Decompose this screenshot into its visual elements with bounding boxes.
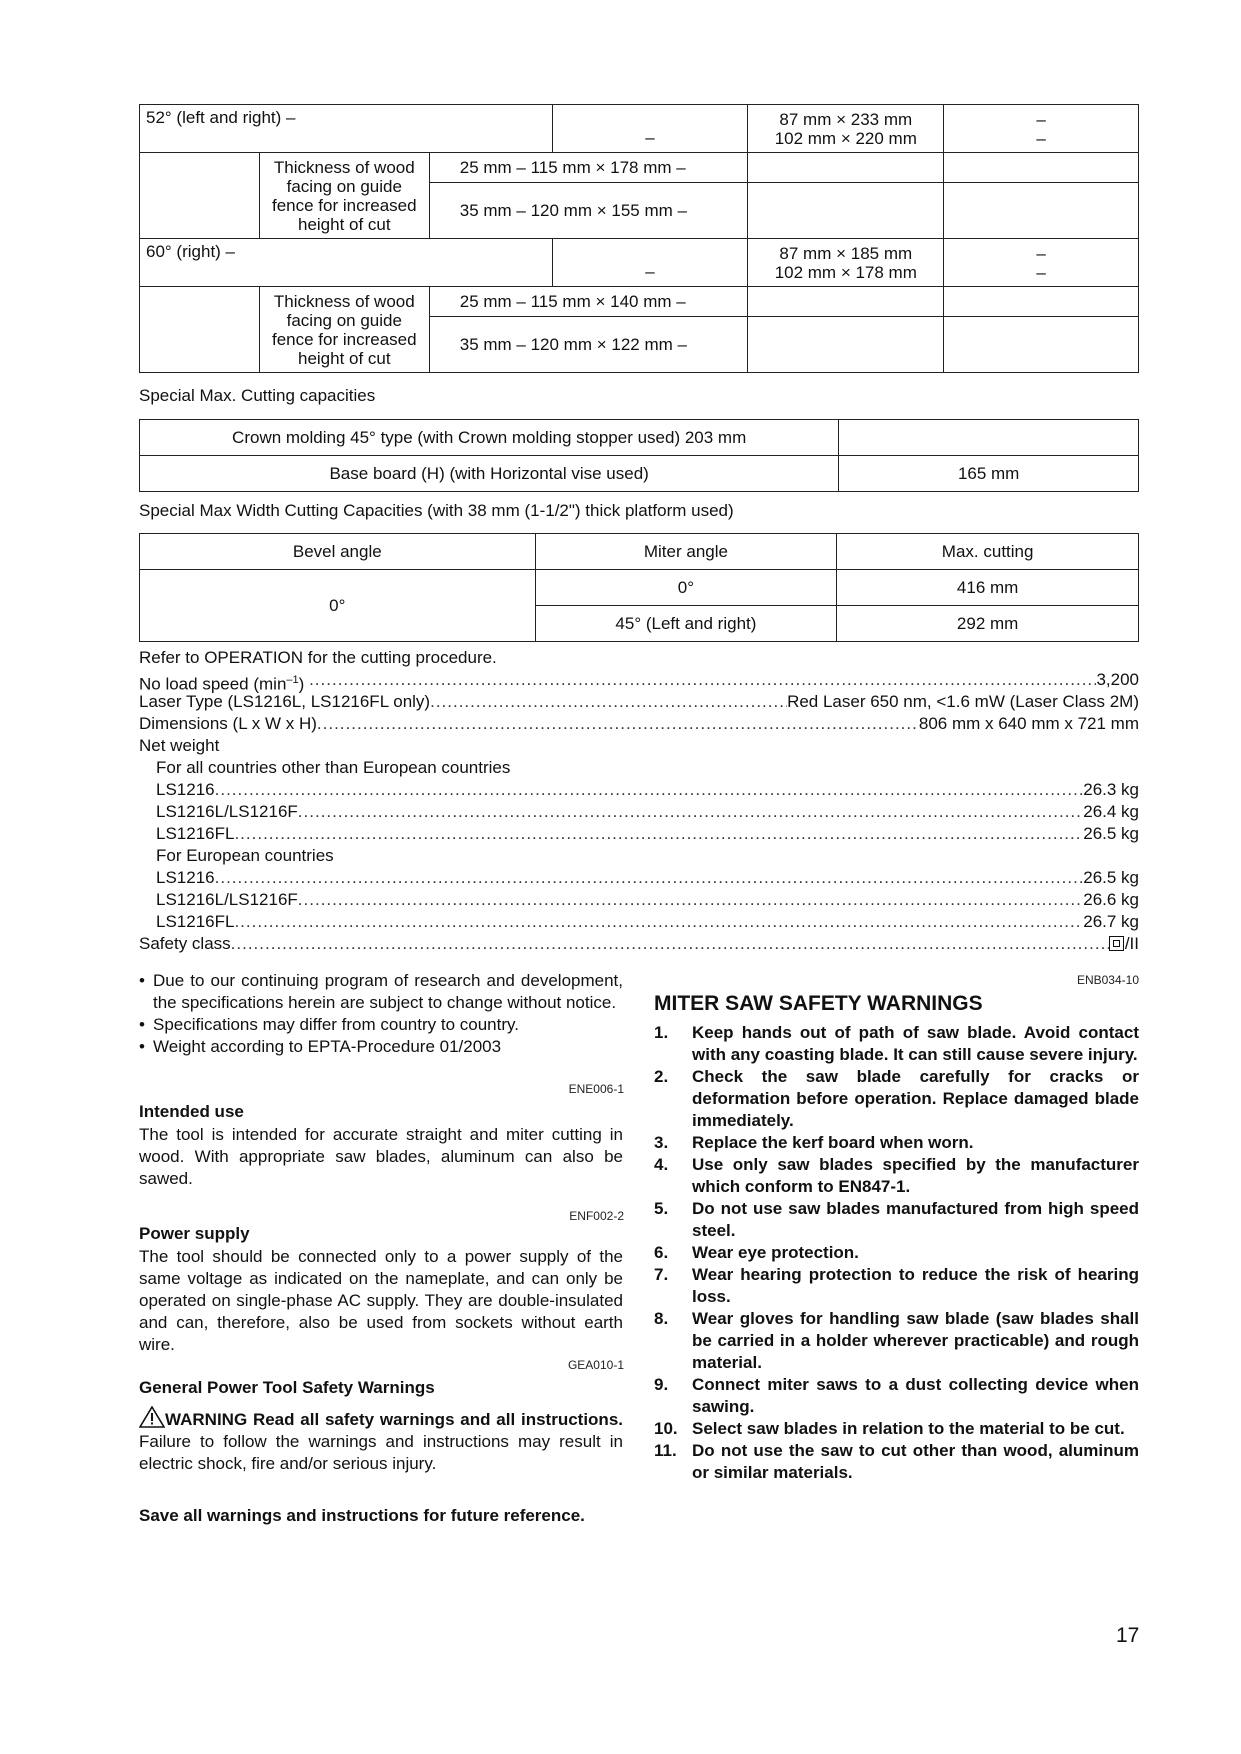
warning-triangle-icon [139,1406,165,1428]
warning-item: 7. Wear hearing protection to reduce the risk of hearing loss. [654,1265,1139,1306]
power-supply-title: Power supply [139,1224,250,1243]
row60-dims: 87 mm × 185 mm 102 mm × 178 mm [748,239,944,287]
double-insulation-icon [1109,936,1124,951]
laser-type-value: Red Laser 650 nm, <1.6 mW (Laser Class 2M) [787,692,1139,711]
special-width-table [139,533,1139,642]
intended-use-text: The tool is intended for accurate straight and miter cutting in wood. With appropriate saw blades, aluminum can also be sawed. [139,1125,623,1188]
left-column [139,970,623,1058]
header-miter-angle: Miter angle [535,534,837,570]
header-max-cutting: Max. cutting [837,534,1139,570]
weight-row: LS1216L/LS1216F ..... 26.4 kg [156,801,1139,823]
intended-use-title: Intended use [139,1102,244,1121]
miter-saw-warnings-title: MITER SAW SAFETY WARNINGS [654,992,983,1015]
warning-bold-text: WARNING Read all safety warnings and all instructions. [165,1410,623,1429]
notes-list [139,970,623,1058]
warning-item: 3. Replace the kerf board when worn. [654,1133,974,1152]
code-enb034: ENB034-10 [1076,973,1139,987]
cutting-capacity-table [139,104,1139,373]
warning-item: 9. Connect miter saws to a dust collecting device when sawing. [654,1375,1139,1416]
max-value: 292 mm [837,606,1139,642]
row60-dash: – [552,239,748,287]
bevel-value: 0° [140,570,536,642]
laser-type-row: Laser Type (LS1216L, LS1216FL only) ..... Red Laser 650 nm, <1.6 mW (Laser Class 2M) [139,691,1139,713]
warning-item: 6. Wear eye protection. [654,1243,859,1262]
row60-label: 60° (right) – [140,239,553,287]
row60-sub2: 35 mm – 120 mm × 122 mm – [429,317,748,373]
header-bevel-angle: Bevel angle [140,534,536,570]
note-item: • Specifications may differ from country to country. [139,1014,623,1036]
power-supply-text: The tool should be connected only to a power supply of the same voltage as indicated on the nameplate, and can only be operated on single-phase AC supply. They are double-insulated and can, therefore, also be used from sockets without earth wire. [139,1247,623,1354]
warning-paragraph [139,1406,623,1475]
miter-value: 0° [535,570,837,606]
save-instructions-text: Save all warnings and instructions for future reference. [139,1506,585,1525]
warning-item: 8. Wear gloves for handling saw blade (saw blades shall be carried in a holder wherever practicable) and rough material. [654,1309,1139,1372]
warning-item: 4. Use only saw blades specified by the manufacturer which conform to EN847-1. [654,1155,1139,1196]
safety-class-row: Safety class ..... /II [139,933,1139,955]
max-value: 416 mm [837,570,1139,606]
row60-sub1: 25 mm – 115 mm × 140 mm – [429,287,748,317]
weight-row: LS1216L/LS1216F ..... 26.6 kg [156,889,1139,911]
row60-end: – – [944,239,1139,287]
code-ene006: ENE006-1 [568,1082,624,1096]
miter-value: 45° (Left and right) [535,606,837,642]
weight-row: LS1216FL ..... 26.5 kg [156,823,1139,845]
dimensions-row: Dimensions (L x W x H) ..... 806 mm x 640 mm x 721 mm [139,713,1139,735]
warning-item: 11. Do not use the saw to cut other than wood, aluminum or similar materials. [654,1441,1139,1482]
row52-sub2: 35 mm – 120 mm × 155 mm – [429,183,748,239]
no-load-speed-row: No load speed $(\min^{-1})$ ..... 3,200 [139,669,1139,696]
no-load-speed-value: 3,200 [1096,670,1139,689]
page-number: 17 [1116,1624,1140,1647]
row52-label: 52° (left and right) – [140,105,553,153]
note-item: • Due to our continuing program of research and development, the specifications herein are subject to change without notice. [139,970,623,1014]
dimensions-value: 806 mm x 640 mm x 721 mm [918,714,1139,733]
crown-molding-cell: Crown molding 45° type (with Crown molding stopper used) 203 mm [140,420,839,456]
row52-dash: – [552,105,748,153]
row52-dims: 87 mm × 233 mm 102 mm × 220 mm [748,105,944,153]
miter-saw-warnings-list [654,1022,1139,1484]
base-board-cell: Base board (H) (with Horizontal vise used) [140,456,839,492]
european-countries-label: For European countries [156,846,334,865]
row52-end: – – [944,105,1139,153]
weight-row: LS1216 ..... 26.5 kg [156,867,1139,889]
refer-note: Refer to OPERATION for the cutting procedure. [139,648,497,667]
special-width-title: Special Max Width Cutting Capacities (with 38 mm (1-1/2") thick platform used) [139,501,734,520]
thickness-label-52: Thickness of wood facing on guide fence for increased height of cut [259,153,429,239]
code-enf002: ENF002-2 [569,1209,624,1223]
specifications-list [139,648,1139,968]
row52-sub1: 25 mm – 115 mm × 178 mm – [429,153,748,183]
special-max-table [139,419,1139,492]
safety-class-value: /II [1124,934,1139,953]
warning-item: 5. Do not use saw blades manufactured from high speed steel. [654,1199,1139,1240]
warning-item: 1. Keep hands out of path of saw blade. Avoid contact with any coasting blade. It can still cause severe injury. [654,1023,1139,1064]
weight-row: LS1216FL ..... 26.7 kg [156,911,1139,933]
general-warnings-title: General Power Tool Safety Warnings [139,1378,435,1397]
thickness-label-60: Thickness of wood facing on guide fence for increased height of cut [259,287,429,373]
base-board-value: 165 mm [839,456,1139,492]
warning-rest-text: Failure to follow the warnings and instructions may result in electric shock, fire and/or serious injury. [139,1432,623,1473]
warning-item: 10. Select saw blades in relation to the material to be cut. [654,1419,1125,1438]
weight-row: LS1216 ..... 26.3 kg [156,779,1139,801]
note-item: • Weight according to EPTA-Procedure 01/2003 [139,1036,623,1058]
net-weight-label: Net weight [139,736,220,755]
other-countries-label: For all countries other than European countries [156,758,511,777]
special-max-title: Special Max. Cutting capacities [139,386,376,405]
warning-item: 2. Check the saw blade carefully for cracks or deformation before operation. Replace damaged blade immediately. [654,1067,1139,1130]
code-gea010: GEA010-1 [567,1358,624,1372]
